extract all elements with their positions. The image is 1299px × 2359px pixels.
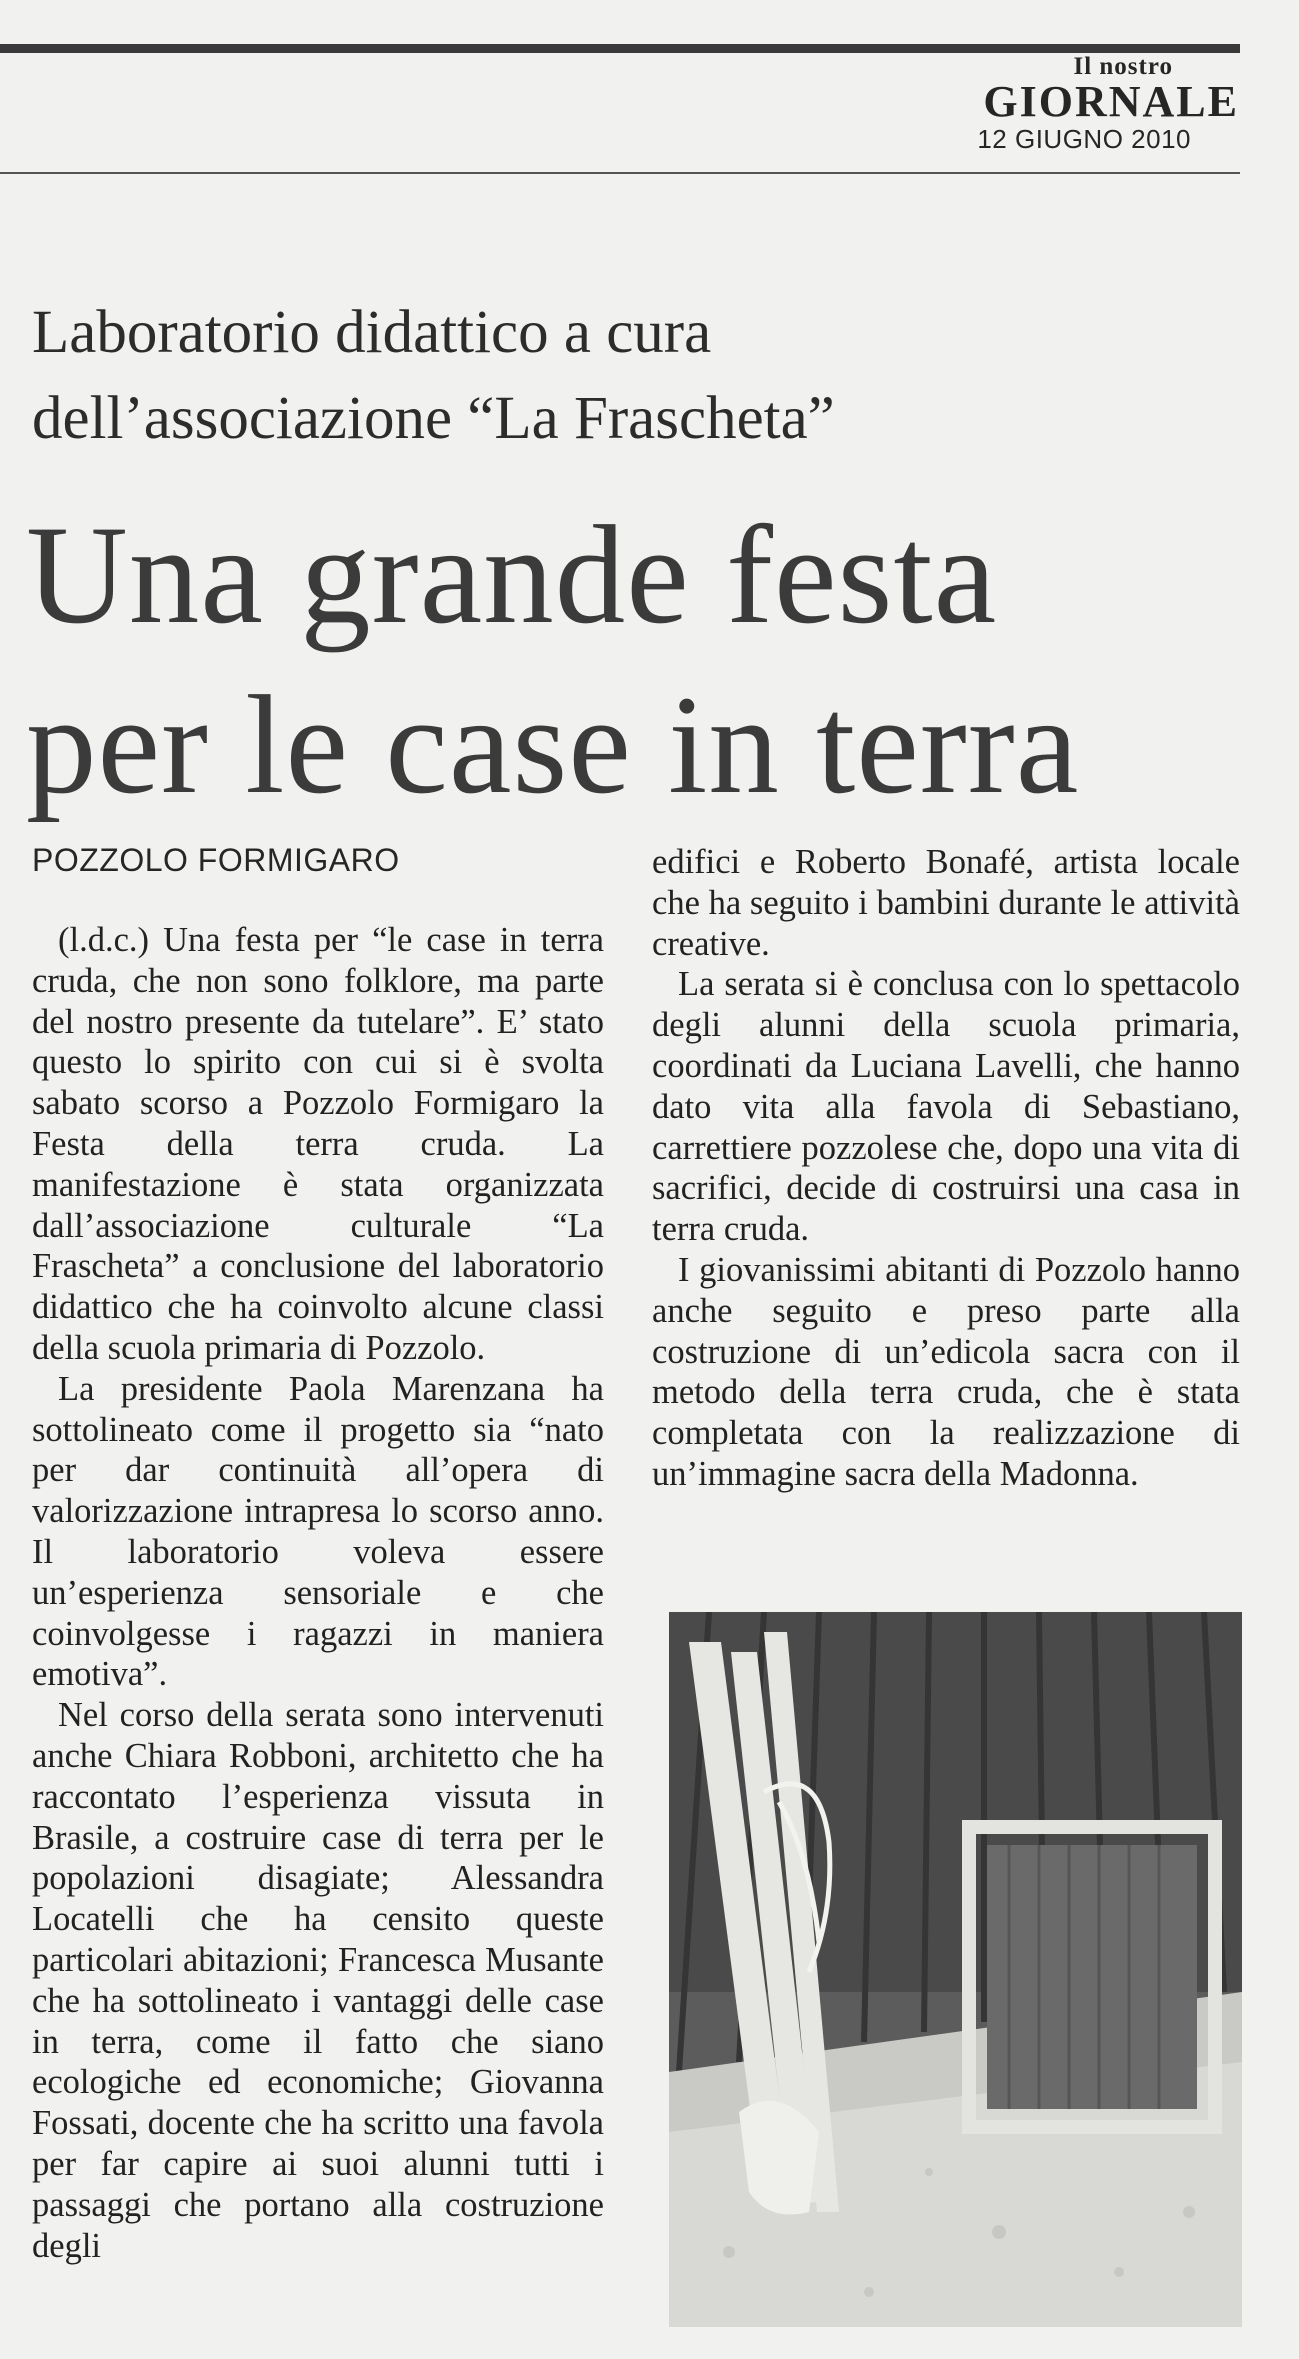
headline [26,490,1276,830]
dateline: POZZOLO FORMIGARO [32,842,400,878]
kicker [32,290,1232,462]
article-photo [669,1612,1242,2327]
paragraph: Nel corso della serata sono intervenuti anche Chiara Robboni, architetto che ha raccontato l’esperienza vissuta in Brasile, a costruire case di terra per le popolazioni disagiate; Alessandra Locatelli che ha censito queste particolari abitazioni; Francesca Musante che ha sottolineato i vantaggi delle case in terra, come il fatto che siano ecologiche ed economiche; Giovanna Fossati, docente che ha scritto una favola per far capire ai suoi alunni tutti i passaggi che portano alla costruzione degli [32,1696,604,2265]
paragraph: I giovanissimi abitanti di Pozzolo hanno anche seguito e preso parte alla costruzione di un’edicola sacra con il metodo della terra cruda, che è stata completata con la realizzazione di un’immagine sacra della Madonna. [652,1250,1240,1493]
masthead-small: Il nostro [1073,53,1173,80]
paragraph: La presidente Paola Marenzana ha sottolineato come il progetto sia “nato per dar continuità all’opera di valorizzazione intrapresa lo scorso anno. Il laboratorio voleva essere un’esperienza sensoriale e che coinvolgesse i ragazzi in maniera emotiva”. [32,1369,604,1694]
kicker-line-1: Laboratorio didattico a cura [32,299,712,366]
paragraph: edifici e Roberto Bonafé, artista locale che ha seguito i bambini durante le attività creative. [652,843,1240,963]
article-column-2 [652,842,1240,1582]
masthead [939,54,1239,154]
headline-line-1: Una grande festa [26,497,998,653]
headline-line-2: per le case in terra [26,667,1080,823]
masthead-name: GIORNALE [983,77,1239,126]
paragraph: (l.d.c.) Una festa per “le case in terra cruda, che non sono folklore, ma parte del nostro presente da tutelare”. E’ stato questo lo spirito con cui si è svolta sabato scorso a Pozzolo Formigaro la Festa della terra cruda. La manifestazione è stata organizzata dall’associazione culturale “La Frascheta” a conclusione del laboratorio didattico che ha coinvolto alcune classi della scuola primaria di Pozzolo. [32,921,604,1367]
article-column-1 [32,920,604,2320]
header-rule [0,172,1240,174]
top-rule [0,44,1240,53]
kicker-line-2: dell’associazione “La Frascheta” [32,385,835,452]
paragraph: La serata si è conclusa con lo spettacolo degli alunni della scuola primaria, coordinati da Luciana Lavelli, che hanno dato vita alla favola di Sebastiano, carrettiere pozzolese che, dopo una vita di sacrifici, decide di costruirsi una casa in terra cruda. [652,965,1240,1249]
issue-date: 12 GIUGNO 2010 [977,124,1191,154]
